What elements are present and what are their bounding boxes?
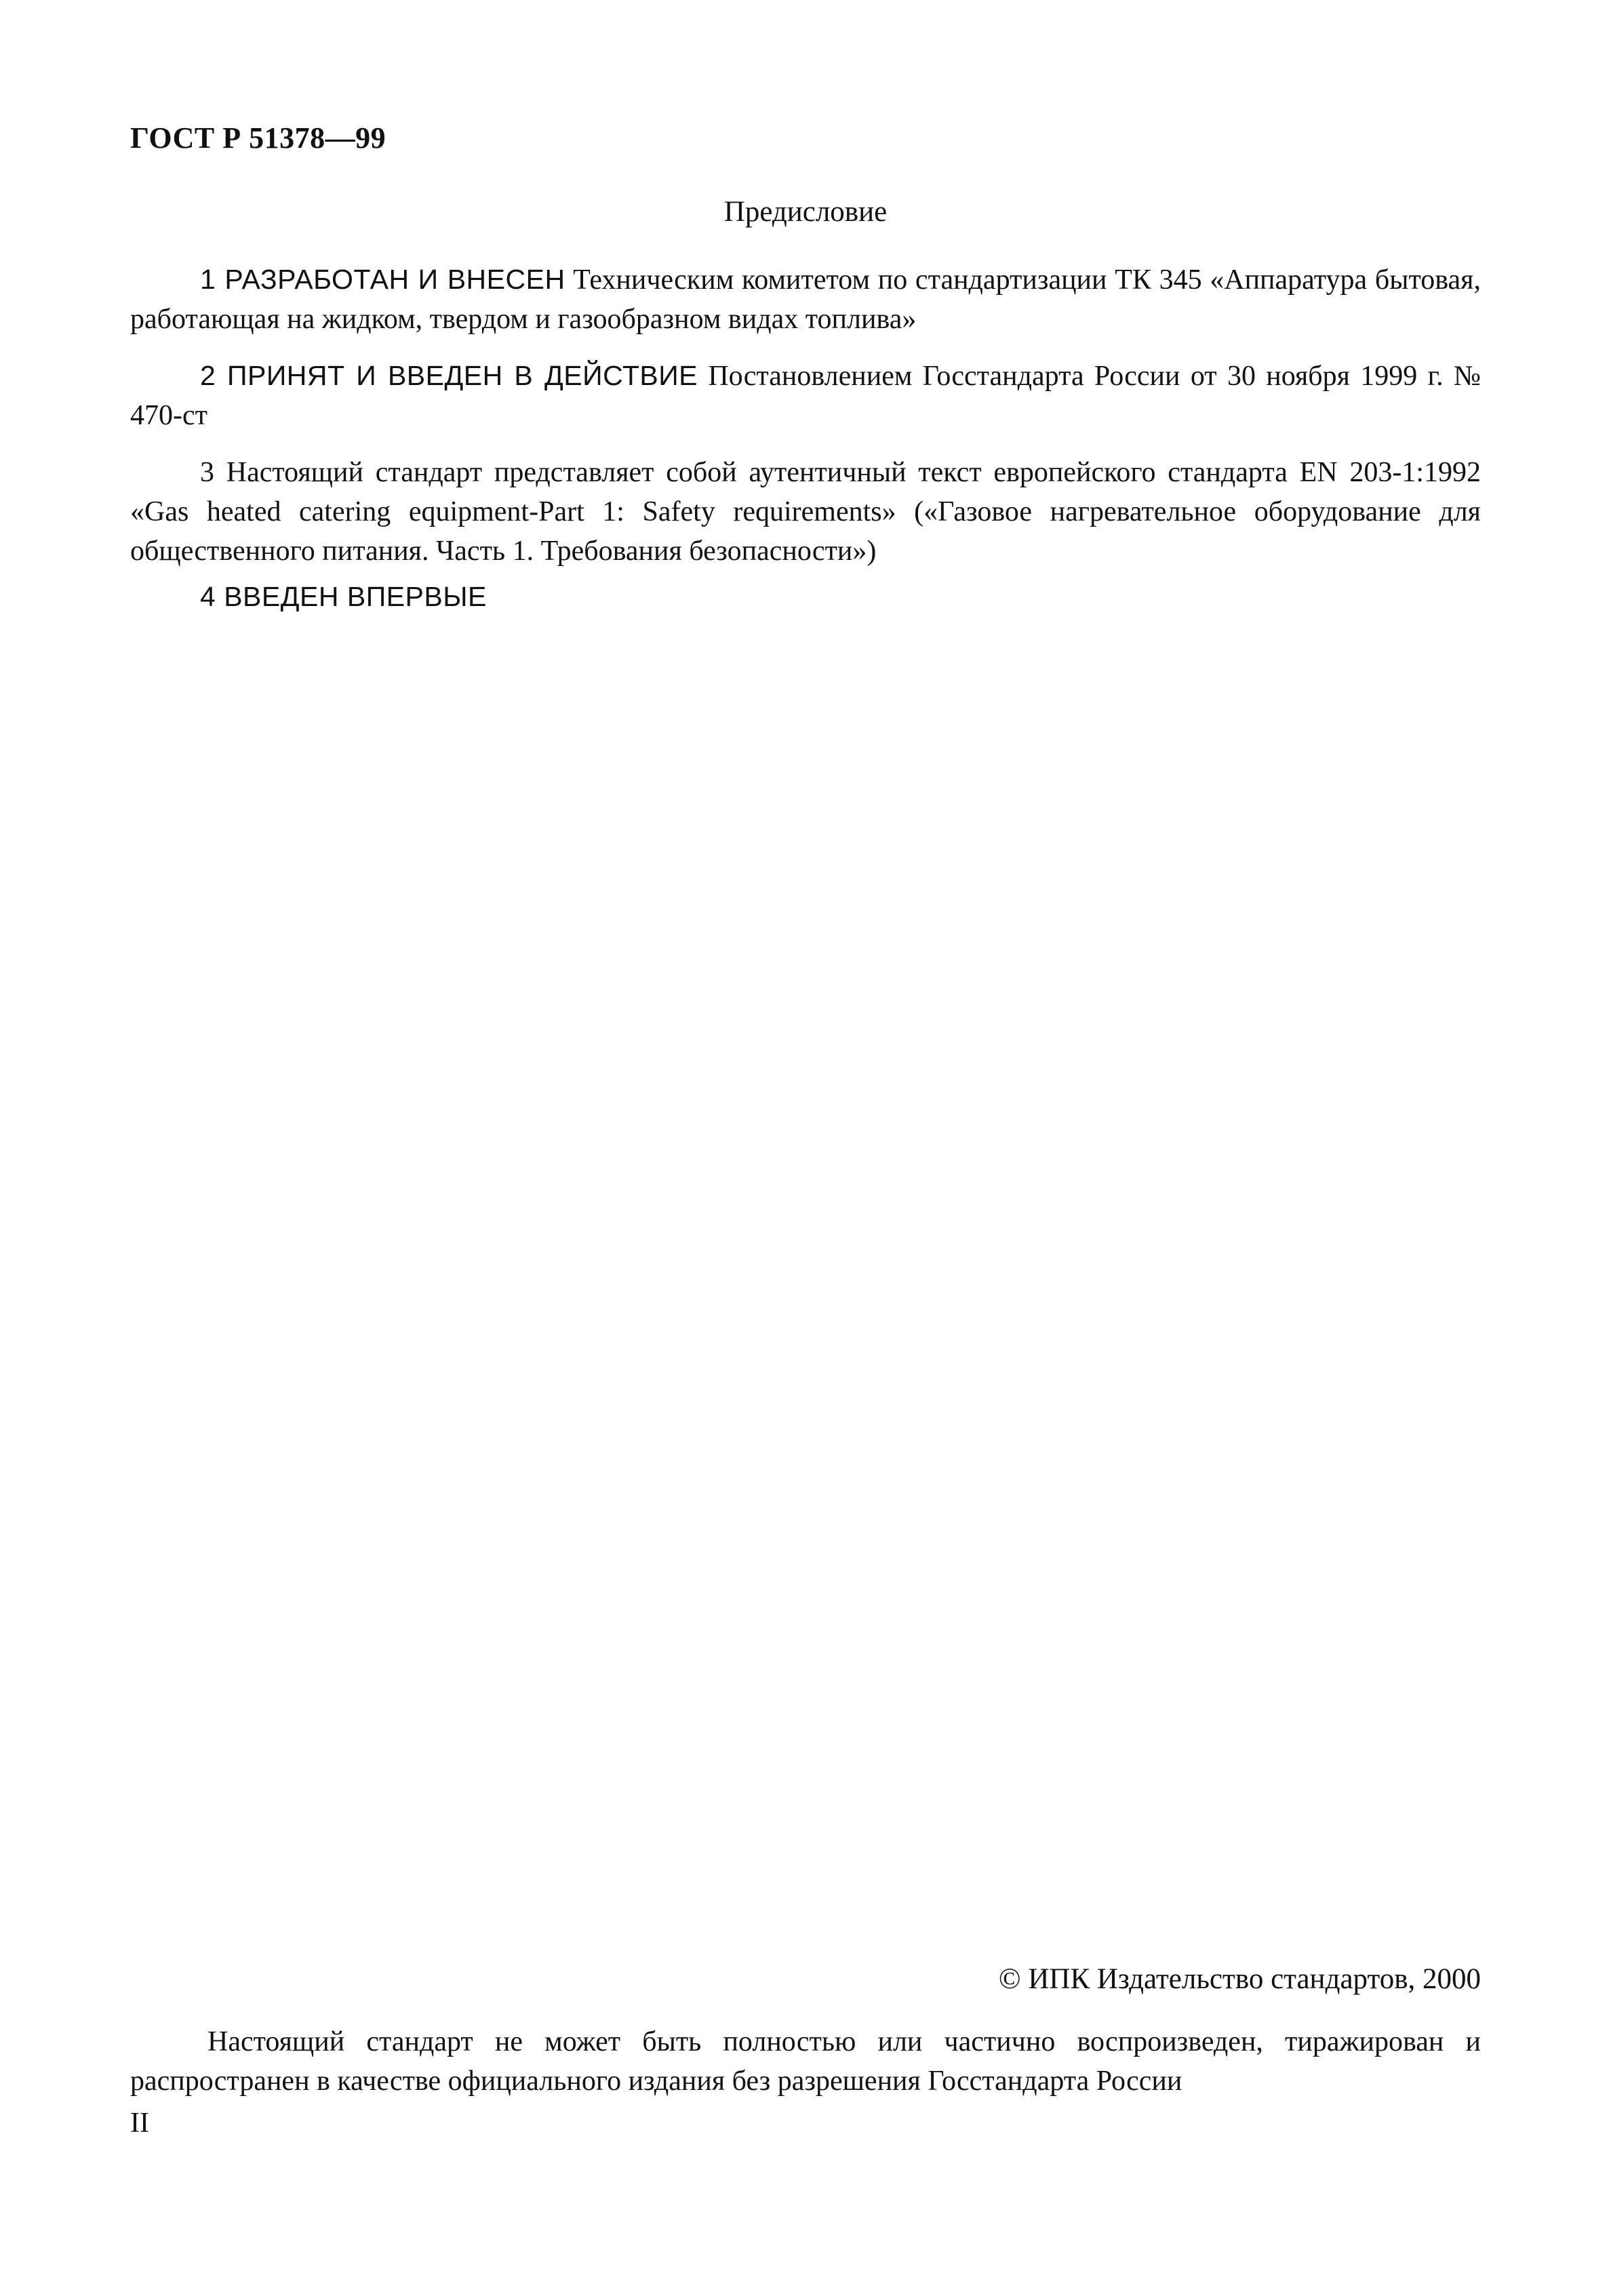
page-number: II [130,2108,149,2139]
preface-item-1-lead: 1 РАЗРАБОТАН И ВНЕСЕН [200,264,565,295]
preface-title: Предисловие [723,196,888,228]
preface-item-2-text: Постановлением Госстандарта России от 30 ноября 1999 г. № 470-ст [130,361,1481,431]
reproduction-notice: Настоящий стандарт не может быть полностью или частично воспроизведен, тиражирован и распространен в качестве официального издания без разрешения Госстандарта России [130,2026,1481,2097]
preface-item-3-text: 3 Настоящий стандарт представляет собой аутентичный текст европейского стандарта EN 203-1:1992 «Gas heated catering equipment-Part 1: Safety requirements» («Газовое нагревательное оборудование для общественного питания. Часть 1. Требования безопасности») [130,457,1481,567]
preface-item-2 [130,356,1481,435]
preface-item-1 [130,260,1481,339]
preface-item-4-lead: 4 ВВЕДЕН ВПЕРВЫЕ [200,581,487,612]
preface-item-3 [130,452,1481,571]
preface-item-2-lead: 2 ПРИНЯТ И ВВЕДЕН В ДЕЙСТВИЕ [200,360,698,391]
preface-item-1-text: Техническим комитетом по стандартизации ТК 345 «Аппаратура бытовая, работающая на жидком, твердом и газообразном видах топлива» [130,264,1481,335]
copyright-line: © ИПК Издательство стандартов, 2000 [998,1963,1481,1995]
preface-item-4 [130,577,1481,617]
standard-code: ГОСТ Р 51378—99 [130,121,386,155]
